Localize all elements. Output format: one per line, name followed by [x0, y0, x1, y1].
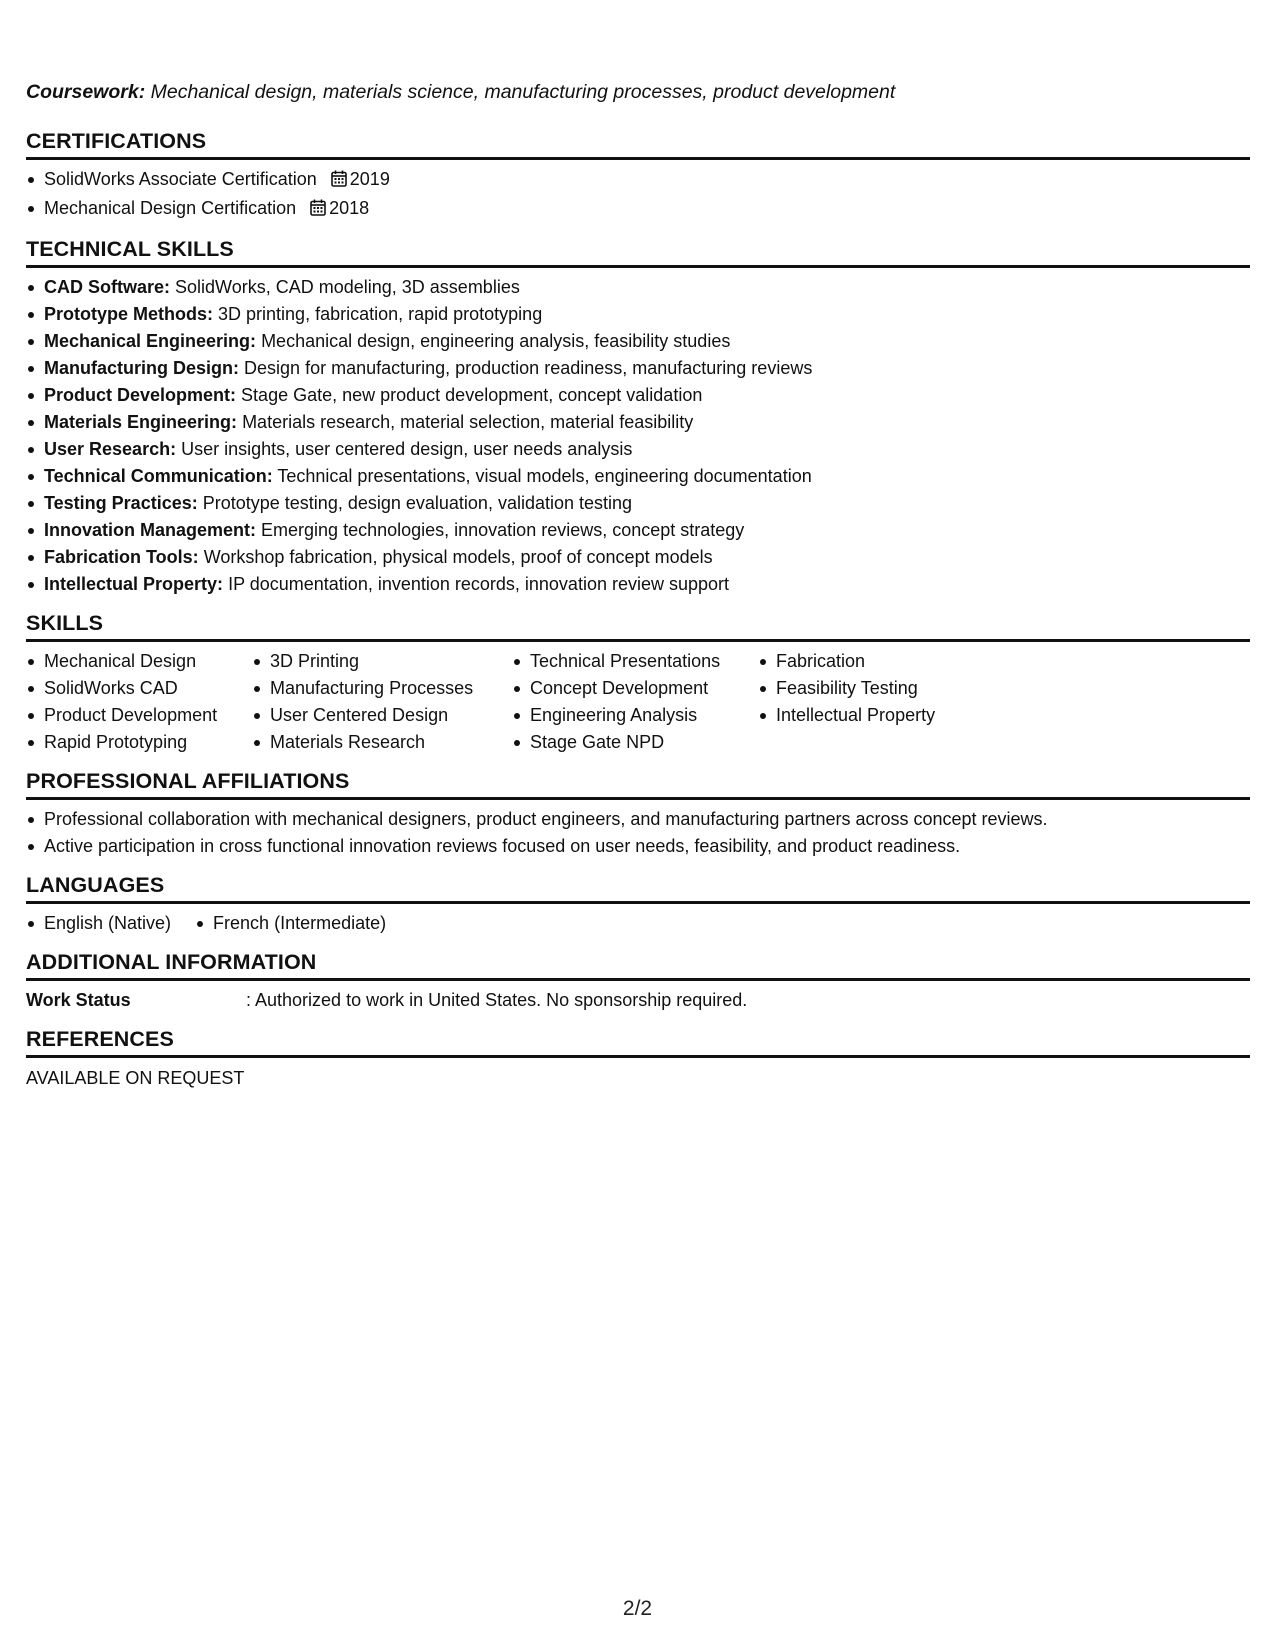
certification-year: 2018 — [329, 198, 370, 218]
skill-item: Concept Development — [512, 675, 758, 702]
technical-skill-key: Technical Communication: — [44, 466, 273, 486]
references-text: AVAILABLE ON REQUEST — [26, 1068, 245, 1088]
skill-item: Technical Presentations — [512, 648, 758, 675]
section-title-certifications: CERTIFICATIONS — [26, 128, 1250, 160]
calendar-icon — [331, 168, 347, 195]
skill-item: 3D Printing — [252, 648, 512, 675]
skill-item: Manufacturing Processes — [252, 675, 512, 702]
resume-page — [26, 78, 1250, 1104]
technical-skill-value: Workshop fabrication, physical models, proof of concept models — [203, 547, 713, 567]
skills-section — [26, 610, 1250, 756]
technical-skill-value: Technical presentations, visual models, engineering documentation — [277, 466, 812, 486]
section-title-affiliations: PROFESSIONAL AFFILIATIONS — [26, 768, 1250, 800]
skill-item: Mechanical Design — [26, 648, 252, 675]
technical-skill-value: Design for manufacturing, production readiness, manufacturing reviews — [244, 358, 813, 378]
section-title-additional-info: ADDITIONAL INFORMATION — [26, 949, 1250, 981]
technical-skills-section — [26, 236, 1250, 598]
technical-skill-value: IP documentation, invention records, innovation review support — [228, 574, 730, 594]
technical-skill-item — [26, 274, 1250, 301]
skill-item: Rapid Prototyping — [26, 729, 252, 756]
technical-skill-value: Mechanical design, engineering analysis, feasibility studies — [261, 331, 731, 351]
skill-item: Stage Gate NPD — [512, 729, 758, 756]
certification-name: Mechanical Design Certification — [44, 198, 297, 218]
work-status-value: : Authorized to work in United States. No sponsorship required. — [246, 990, 748, 1010]
technical-skill-item — [26, 463, 1250, 490]
technical-skills-list — [26, 274, 1250, 598]
section-title-technical-skills: TECHNICAL SKILLS — [26, 236, 1250, 268]
skill-item: Fabrication — [758, 648, 1018, 675]
technical-skill-value: Materials research, material selection, material feasibility — [242, 412, 694, 432]
skill-item: Materials Research — [252, 729, 512, 756]
technical-skill-item — [26, 355, 1250, 382]
technical-skill-item — [26, 436, 1250, 463]
skill-item: Intellectual Property — [758, 702, 1018, 729]
technical-skill-key: Materials Engineering: — [44, 412, 238, 432]
technical-skill-item — [26, 544, 1250, 571]
technical-skill-key: User Research: — [44, 439, 177, 459]
affiliations-section — [26, 768, 1250, 860]
technical-skill-key: Manufacturing Design: — [44, 358, 240, 378]
skills-grid — [26, 648, 1250, 756]
calendar-icon — [310, 197, 326, 224]
affiliation-item: Professional collaboration with mechanical designers, product engineers, and manufacturing partners across concept reviews. — [26, 806, 1250, 833]
references-section — [26, 1026, 1250, 1092]
certification-item — [26, 195, 1250, 224]
technical-skill-key: CAD Software: — [44, 277, 171, 297]
affiliations-list — [26, 806, 1250, 860]
technical-skill-item — [26, 301, 1250, 328]
technical-skill-key: Product Development: — [44, 385, 237, 405]
technical-skill-item — [26, 517, 1250, 544]
technical-skill-item — [26, 328, 1250, 355]
section-title-languages: LANGUAGES — [26, 872, 1250, 904]
technical-skill-key: Mechanical Engineering: — [44, 331, 257, 351]
technical-skill-item — [26, 382, 1250, 409]
skill-item: SolidWorks CAD — [26, 675, 252, 702]
languages-section — [26, 872, 1250, 937]
technical-skill-value: User insights, user centered design, user needs analysis — [181, 439, 633, 459]
additional-info-section — [26, 949, 1250, 1014]
coursework-line — [26, 78, 1250, 106]
work-status-label: Work Status — [26, 990, 131, 1010]
language-item: French (Intermediate) — [195, 910, 386, 937]
certification-item — [26, 166, 1250, 195]
certification-name: SolidWorks Associate Certification — [44, 169, 317, 189]
skill-item: User Centered Design — [252, 702, 512, 729]
certification-year: 2019 — [349, 169, 390, 189]
skill-item: Feasibility Testing — [758, 675, 1018, 702]
work-status-row — [26, 987, 1250, 1014]
skill-item: Product Development — [26, 702, 252, 729]
technical-skill-key: Fabrication Tools: — [44, 547, 199, 567]
technical-skill-key: Prototype Methods: — [44, 304, 213, 324]
page-number: 2/2 — [622, 1597, 653, 1620]
languages-list — [26, 910, 1250, 937]
skills-column — [512, 648, 758, 756]
certifications-section — [26, 128, 1250, 224]
coursework-label: Coursework: — [26, 81, 146, 103]
technical-skill-value: 3D printing, fabrication, rapid prototyping — [218, 304, 543, 324]
skill-item: Engineering Analysis — [512, 702, 758, 729]
skills-column — [758, 648, 1018, 756]
technical-skill-item — [26, 490, 1250, 517]
technical-skill-key: Innovation Management: — [44, 520, 257, 540]
section-title-skills: SKILLS — [26, 610, 1250, 642]
technical-skill-value: Prototype testing, design evaluation, validation testing — [202, 493, 633, 513]
section-title-references: REFERENCES — [26, 1026, 1250, 1058]
language-item: English (Native) — [26, 910, 171, 937]
skills-column — [26, 648, 252, 756]
affiliation-item: Active participation in cross functional innovation reviews focused on user needs, feasibility, and product readiness. — [26, 833, 1250, 860]
technical-skill-value: SolidWorks, CAD modeling, 3D assemblies — [175, 277, 520, 297]
skills-column — [252, 648, 512, 756]
technical-skill-item — [26, 571, 1250, 598]
certifications-list — [26, 166, 1250, 224]
technical-skill-key: Intellectual Property: — [44, 574, 224, 594]
technical-skill-item — [26, 409, 1250, 436]
coursework-text: Mechanical design, materials science, manufacturing processes, product development — [150, 81, 896, 103]
technical-skill-value: Emerging technologies, innovation reviews, concept strategy — [261, 520, 745, 540]
technical-skill-value: Stage Gate, new product development, concept validation — [241, 385, 703, 405]
technical-skill-key: Testing Practices: — [44, 493, 198, 513]
